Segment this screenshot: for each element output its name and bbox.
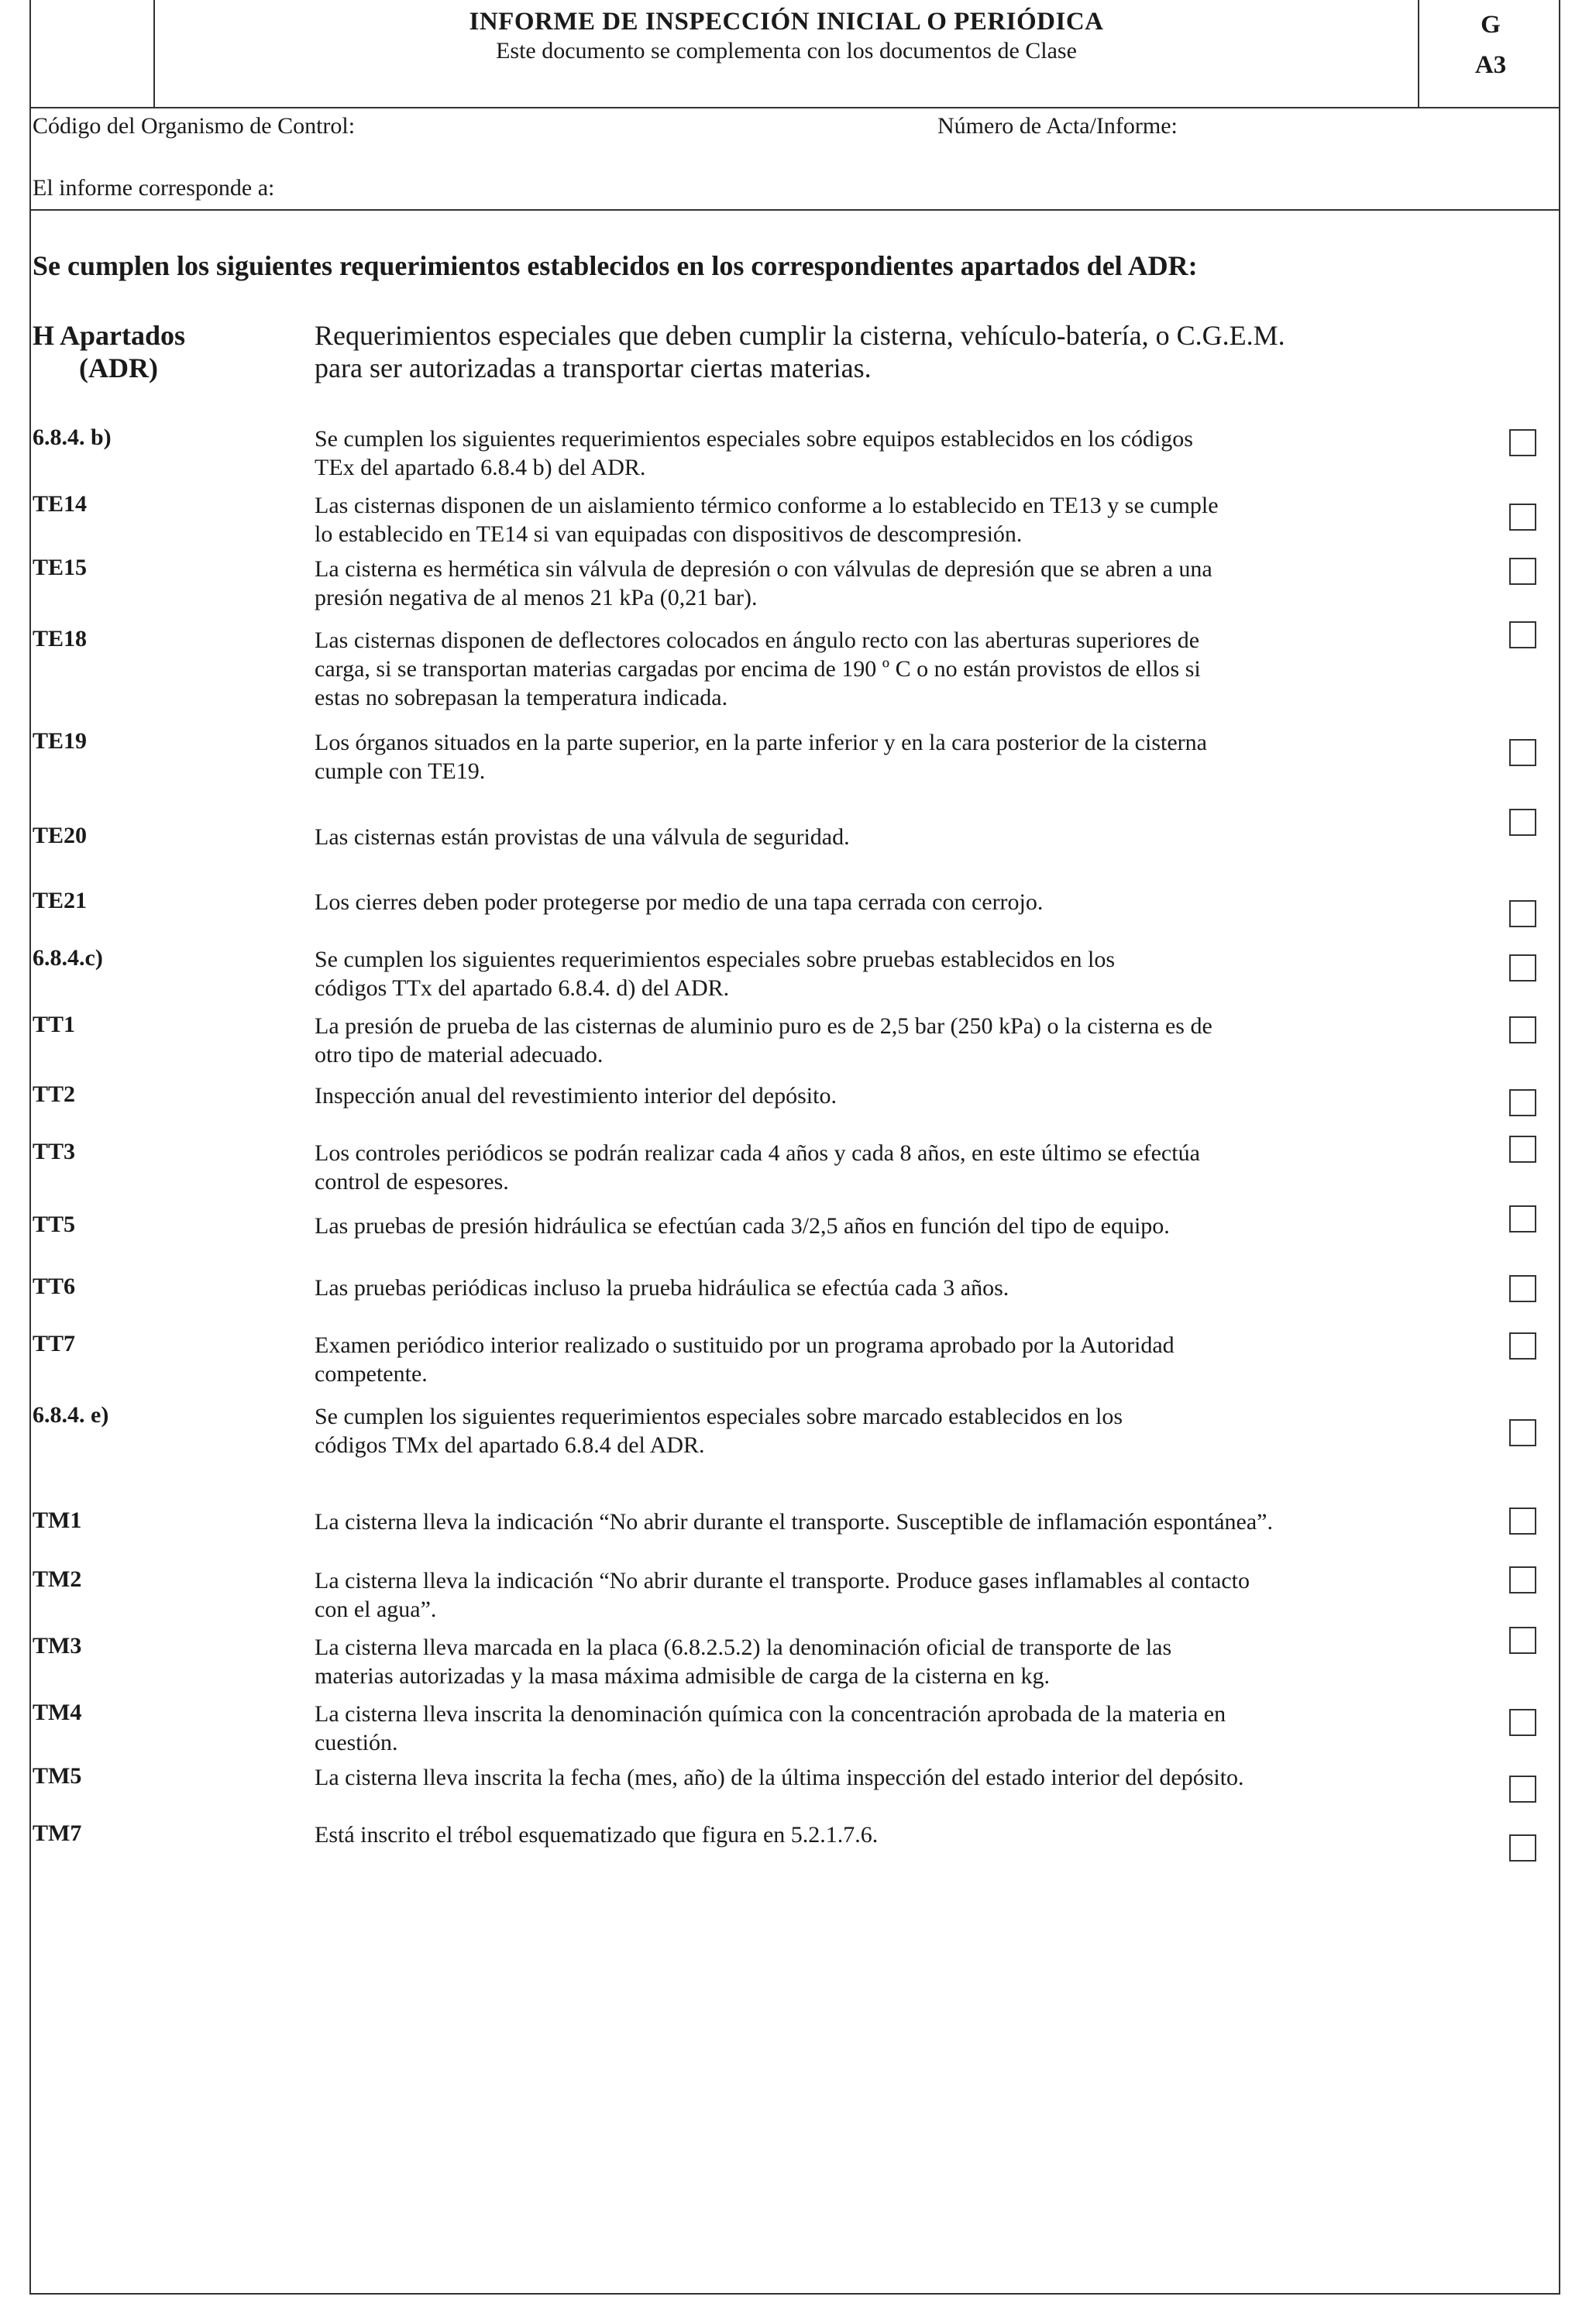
organismo-label: Código del Organismo de Control: [33,113,356,139]
requirement-checkbox[interactable] [1509,1332,1536,1360]
requirement-text [315,1331,1492,1388]
requirement-code: TT2 [33,1081,76,1107]
requirement-text [315,555,1492,612]
requirement-text-line: Está inscrito el trébol esquematizado que figura en 5.2.1.7.6. [315,1822,879,1848]
column-head-code [33,319,288,384]
requirement-checkbox[interactable] [1509,429,1536,456]
requirement-text-line: Las pruebas periódicas incluso la prueba hidráulica se efectúa cada 3 años. [315,1275,1009,1301]
column-head-desc-line2: para ser autorizadas a transportar ciertas materias. [315,352,872,383]
requirement-code: TE19 [33,728,88,754]
requirement-text-line: Los controles periódicos se podrán realizar cada 4 años y cada 8 años, en este último se efectúa [315,1140,1200,1166]
requirement-code: TM5 [33,1763,82,1789]
requirement-text [315,1820,1492,1849]
requirement-code: TM4 [33,1700,82,1725]
requirement-code: TE18 [33,626,88,651]
requirement-text-line: con el agua”. [315,1597,437,1622]
requirement-checkbox[interactable] [1509,1205,1536,1232]
requirement-code: TE15 [33,555,88,580]
requirement-checkbox[interactable] [1509,504,1536,531]
requirement-text [315,1212,1492,1240]
requirement-text-line: Los órganos situados en la parte superior, en la parte inferior y en la cara posterior de la cisterna [315,730,1207,755]
requirement-checkbox[interactable] [1509,1566,1536,1593]
requirement-code: TT5 [33,1212,76,1237]
requirement-code: TM1 [33,1508,82,1533]
requirement-text-line: Las cisternas están provistas de una válvula de seguridad. [315,824,850,850]
requirement-text-line: Inspección anual del revestimiento interior del depósito. [315,1083,837,1109]
header-logo-cell [31,0,155,108]
header-title-cell [155,0,1419,108]
requirement-checkbox[interactable] [1509,900,1536,927]
requirement-text-line: Se cumplen los siguientes requerimientos especiales sobre equipos establecidos en los códigos [315,426,1193,452]
requirement-text-line: La cisterna es hermética sin válvula de depresión o con válvulas de depresión que se abren a una [315,556,1212,582]
form-code-number: A3 [1474,51,1507,79]
column-head-code-line2: (ADR) [79,352,158,383]
requirement-checkbox[interactable] [1509,739,1536,766]
requirement-text-line: La cisterna lleva la indicación “No abrir durante el transporte. Susceptible de inflamación espontánea”. [315,1509,1273,1535]
requirement-text-line: Se cumplen los siguientes requerimientos especiales sobre pruebas establecidos en los [315,947,1116,972]
requirement-text-line: competente. [315,1361,428,1387]
form-code-letter: G [1481,11,1501,39]
requirement-text [315,1402,1492,1459]
requirement-code: 6.8.4. b) [33,425,112,450]
requirement-text-line: Examen periódico interior realizado o sustituido por un programa aprobado por la Autoridad [315,1332,1175,1358]
form-header [31,0,1559,108]
requirement-text-line: Las pruebas de presión hidráulica se efectúan cada 3/2,5 años en función del tipo de equipo. [315,1213,1170,1239]
meta-section [31,108,1559,211]
requirement-text-line: presión negativa de al menos 21 kPa (0,21 bar). [315,585,758,610]
column-head-description [315,319,1523,384]
requirement-text [315,1139,1492,1196]
requirement-code: 6.8.4. e) [33,1402,109,1428]
requirement-checkbox[interactable] [1509,1089,1536,1116]
requirement-code: TM2 [33,1566,82,1592]
requirement-text-line: La cisterna lleva inscrita la fecha (mes, año) de la última inspección del estado interior del depósito. [315,1765,1244,1790]
requirement-text [315,1763,1492,1792]
requirement-checkbox[interactable] [1509,1275,1536,1302]
requirement-checkbox[interactable] [1509,1419,1536,1446]
requirement-text [315,888,1492,916]
document-title: INFORME DE INSPECCIÓN INICIAL O PERIÓDICA [469,8,1104,36]
requirement-text [315,1012,1492,1069]
requirement-text [315,728,1492,786]
requirement-text-line: TEx del apartado 6.8.4 b) del ADR. [315,455,646,480]
requirement-text [315,491,1492,548]
requirement-code: TE20 [33,823,88,848]
requirement-text-line: Las cisternas disponen de un aislamiento térmico conforme a lo establecido en TE13 y se cumple [315,493,1219,518]
requirement-checkbox[interactable] [1509,558,1536,585]
requirement-code: 6.8.4.c) [33,945,103,971]
requirement-code: TT1 [33,1012,76,1037]
requirement-text-line: otro tipo de material adecuado. [315,1042,604,1067]
requirement-checkbox[interactable] [1509,1709,1536,1736]
requirement-text-line: códigos TTx del apartado 6.8.4. d) del ADR. [315,975,730,1001]
requirement-checkbox[interactable] [1509,1776,1536,1803]
requirement-text-line: Los cierres deben poder protegerse por medio de una tapa cerrada con cerrojo. [315,889,1044,915]
requirement-text-line: La cisterna lleva la indicación “No abrir durante el transporte. Produce gases inflamables al contacto [315,1568,1250,1593]
requirement-text-line: códigos TMx del apartado 6.8.4 del ADR. [315,1432,705,1458]
requirement-checkbox[interactable] [1509,1508,1536,1535]
document-subtitle: Este documento se complementa con los documentos de Clase [496,38,1077,64]
requirement-text-line: La cisterna lleva inscrita la denominación química con la concentración aprobada de la materia en [315,1701,1226,1727]
requirement-text [315,1508,1492,1536]
requirement-text [315,626,1492,712]
requirement-text-line: lo establecido en TE14 si van equipadas con dispositivos de descompresión. [315,521,1023,547]
acta-label: Número de Acta/Informe: [937,113,1178,139]
requirement-text [315,1081,1492,1110]
requirement-text [315,945,1492,1002]
requirement-checkbox[interactable] [1509,1627,1536,1654]
requirement-code: TT6 [33,1274,76,1299]
requirement-text [315,1633,1492,1690]
requirement-checkbox[interactable] [1509,809,1536,836]
requirement-checkbox[interactable] [1509,954,1536,982]
requirement-checkbox[interactable] [1509,1834,1536,1862]
requirement-code: TE21 [33,888,88,913]
requirement-text [315,1274,1492,1302]
requirement-text-line: Las cisternas disponen de deflectores colocados en ángulo recto con las aberturas superiores de [315,627,1200,653]
requirement-text-line: La cisterna lleva marcada en la placa (6.8.2.5.2) la denominación oficial de transporte de las [315,1635,1172,1660]
requirement-text-line: La presión de prueba de las cisternas de aluminio puro es de 2,5 bar (250 kPa) o la cisterna es de [315,1013,1212,1039]
requirement-text-line: cumple con TE19. [315,758,486,784]
requirement-text-line: materias autorizadas y la masa máxima admisible de carga de la cisterna en kg. [315,1663,1051,1689]
section-intro: Se cumplen los siguientes requerimientos establecidos en los correspondientes apartados del ADR: [33,250,1198,281]
requirement-text-line: estas no sobrepasan la temperatura indicada. [315,685,728,710]
requirement-code: TT3 [33,1139,76,1164]
column-head-code-line1: H Apartados [33,320,186,351]
requirement-text [315,1566,1492,1624]
requirement-code: TE14 [33,491,88,517]
requirement-checkbox[interactable] [1509,621,1536,648]
form-frame [29,0,1560,2295]
requirement-text [315,823,1492,851]
requirement-text-line: cuestión. [315,1730,398,1755]
requirement-text [315,425,1492,482]
column-head-desc-line1: Requerimientos especiales que deben cumplir la cisterna, vehículo-batería, o C.G.E.M. [315,320,1285,351]
requirement-text-line: Se cumplen los siguientes requerimientos especiales sobre marcado establecidos en los [315,1404,1123,1429]
requirement-text [315,1700,1492,1757]
corresponde-label: El informe corresponde a: [33,175,275,201]
requirement-checkbox[interactable] [1509,1136,1536,1163]
requirement-checkbox[interactable] [1509,1016,1536,1043]
header-code-cell [1419,0,1562,108]
requirement-code: TM3 [33,1633,82,1659]
requirement-code: TT7 [33,1331,76,1356]
requirement-code: TM7 [33,1820,82,1846]
requirement-text-line: carga, si se transportan materias cargadas por encima de 190 º C o no están provistos de ellos si [315,656,1201,682]
requirement-text-line: control de espesores. [315,1169,509,1195]
